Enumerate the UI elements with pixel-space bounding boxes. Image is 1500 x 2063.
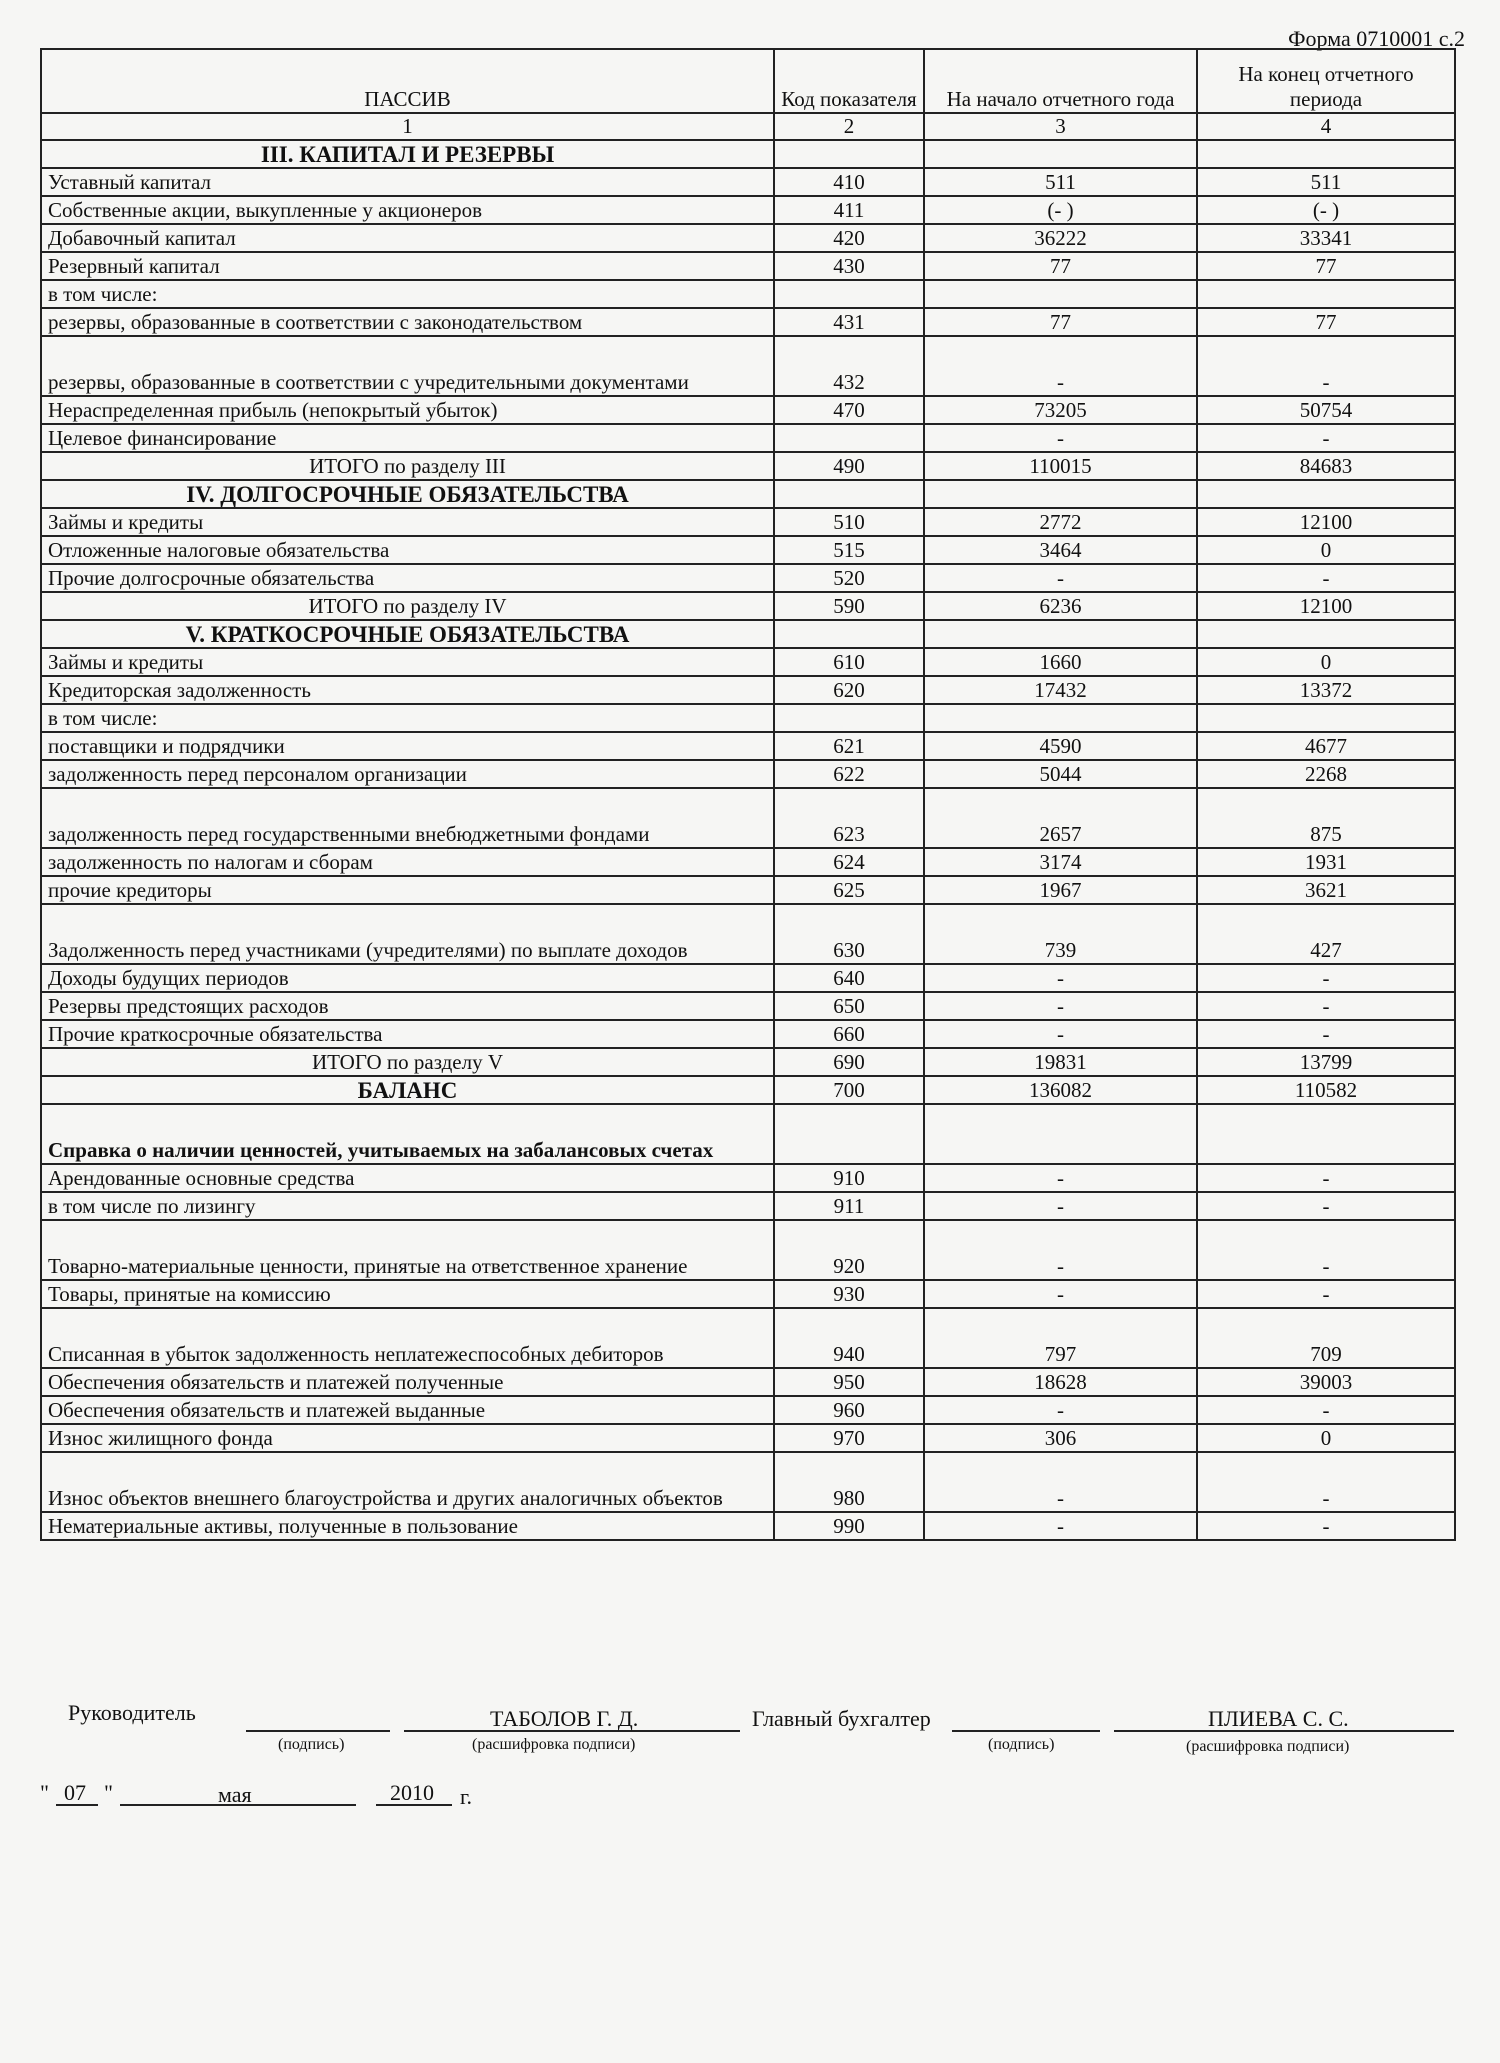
- row-value-start: 73205: [924, 396, 1197, 424]
- table-row: [41, 1452, 1455, 1512]
- row-value-start: 6236: [924, 592, 1197, 620]
- section-row: [41, 480, 1455, 508]
- row-label: в том числе по лизингу: [41, 1192, 774, 1220]
- row-value-end: 12100: [1197, 592, 1455, 620]
- row-value-end: [1197, 140, 1455, 168]
- date-day: 07: [64, 1780, 86, 1805]
- row-value-end: -: [1197, 1280, 1455, 1308]
- row-label: Арендованные основные средства: [41, 1164, 774, 1192]
- table-row: [41, 1368, 1455, 1396]
- row-value-end: -: [1197, 1164, 1455, 1192]
- row-code: 515: [774, 536, 924, 564]
- table-row: [41, 964, 1455, 992]
- row-code: 590: [774, 592, 924, 620]
- row-code: 470: [774, 396, 924, 424]
- row-code: 430: [774, 252, 924, 280]
- table-row: [41, 168, 1455, 196]
- row-code: 431: [774, 308, 924, 336]
- sign-caption: (подпись): [988, 1736, 1055, 1753]
- row-value-start: 3174: [924, 848, 1197, 876]
- row-value-end: [1197, 1104, 1455, 1164]
- row-value-end: -: [1197, 564, 1455, 592]
- table-row: [41, 1164, 1455, 1192]
- table-row: [41, 788, 1455, 848]
- row-value-start: 77: [924, 252, 1197, 280]
- row-value-end: 0: [1197, 1424, 1455, 1452]
- decode-caption: (расшифровка подписи): [472, 1736, 636, 1753]
- row-value-end: 77: [1197, 252, 1455, 280]
- row-code: 930: [774, 1280, 924, 1308]
- row-code: [774, 140, 924, 168]
- row-value-start: 1660: [924, 648, 1197, 676]
- row-value-start: -: [924, 1512, 1197, 1540]
- row-label: Займы и кредиты: [41, 648, 774, 676]
- row-label: Нераспределенная прибыль (непокрытый убыток): [41, 396, 774, 424]
- row-code: [774, 1104, 924, 1164]
- row-label: V. КРАТКОСРОЧНЫЕ ОБЯЗАТЕЛЬСТВА: [41, 620, 774, 648]
- row-value-start: 19831: [924, 1048, 1197, 1076]
- header-end-of-period: На конец отчетного периода: [1197, 49, 1455, 113]
- row-value-end: 511: [1197, 168, 1455, 196]
- signature-block: [0, 1700, 1500, 1830]
- row-value-start: -: [924, 1452, 1197, 1512]
- table-row: [41, 1220, 1455, 1280]
- row-label: в том числе:: [41, 704, 774, 732]
- table-row: [41, 992, 1455, 1020]
- table-row: [41, 280, 1455, 308]
- row-code: [774, 480, 924, 508]
- row-value-start: -: [924, 964, 1197, 992]
- row-code: 520: [774, 564, 924, 592]
- table-row: [41, 1308, 1455, 1368]
- table-row: [41, 732, 1455, 760]
- date-year: 2010: [390, 1780, 434, 1805]
- row-label: ИТОГО по разделу IV: [41, 592, 774, 620]
- row-value-end: -: [1197, 424, 1455, 452]
- table-row: [41, 308, 1455, 336]
- header-code: Код показателя: [774, 49, 924, 113]
- row-label: задолженность перед персоналом организации: [41, 760, 774, 788]
- row-code: 625: [774, 876, 924, 904]
- row-value-end: 0: [1197, 648, 1455, 676]
- row-code: 620: [774, 676, 924, 704]
- table-row: [41, 904, 1455, 964]
- row-code: [774, 620, 924, 648]
- row-label: Резервный капитал: [41, 252, 774, 280]
- row-value-start: 36222: [924, 224, 1197, 252]
- row-value-start: [924, 1104, 1197, 1164]
- row-label: Кредиторская задолженность: [41, 676, 774, 704]
- row-code: [774, 280, 924, 308]
- row-value-end: 50754: [1197, 396, 1455, 424]
- table-row: [41, 876, 1455, 904]
- row-code: 640: [774, 964, 924, 992]
- row-value-end: -: [1197, 964, 1455, 992]
- row-label: Уставный капитал: [41, 168, 774, 196]
- date-quote-close: ": [104, 1780, 113, 1805]
- row-value-start: 2657: [924, 788, 1197, 848]
- row-value-start: -: [924, 336, 1197, 396]
- row-code: 970: [774, 1424, 924, 1452]
- row-value-end: -: [1197, 1512, 1455, 1540]
- row-value-start: 110015: [924, 452, 1197, 480]
- balance-liabilities-table: [40, 48, 1456, 1541]
- row-value-end: 3621: [1197, 876, 1455, 904]
- row-code: [774, 424, 924, 452]
- row-value-start: -: [924, 1396, 1197, 1424]
- row-value-start: -: [924, 424, 1197, 452]
- row-value-end: 77: [1197, 308, 1455, 336]
- row-value-start: 511: [924, 168, 1197, 196]
- row-value-start: 739: [924, 904, 1197, 964]
- row-code: 610: [774, 648, 924, 676]
- row-value-start: -: [924, 1220, 1197, 1280]
- date-year-suffix: г.: [460, 1784, 473, 1809]
- table-row: [41, 648, 1455, 676]
- row-label: в том числе:: [41, 280, 774, 308]
- row-label: Списанная в убыток задолженность неплатежеспособных дебиторов: [41, 1308, 774, 1368]
- column-index: 2: [774, 113, 924, 140]
- row-value-end: [1197, 280, 1455, 308]
- row-value-start: 5044: [924, 760, 1197, 788]
- row-code: 990: [774, 1512, 924, 1540]
- table-row: [41, 336, 1455, 396]
- row-label: Прочие краткосрочные обязательства: [41, 1020, 774, 1048]
- row-value-start: -: [924, 992, 1197, 1020]
- row-value-end: 2268: [1197, 760, 1455, 788]
- column-index: 3: [924, 113, 1197, 140]
- row-value-end: 110582: [1197, 1076, 1455, 1104]
- row-value-end: -: [1197, 1220, 1455, 1280]
- column-index: 4: [1197, 113, 1455, 140]
- row-label: резервы, образованные в соответствии с законодательством: [41, 308, 774, 336]
- row-value-end: 84683: [1197, 452, 1455, 480]
- table-row: [41, 1512, 1455, 1540]
- form-number: Форма 0710001 с.2: [1288, 26, 1465, 51]
- table-row: [41, 196, 1455, 224]
- row-code: 700: [774, 1076, 924, 1104]
- row-value-start: 2772: [924, 508, 1197, 536]
- row-value-end: 0: [1197, 536, 1455, 564]
- row-value-end: 709: [1197, 1308, 1455, 1368]
- row-label: Товарно-материальные ценности, принятые на ответственное хранение: [41, 1220, 774, 1280]
- row-code: 660: [774, 1020, 924, 1048]
- row-value-end: 12100: [1197, 508, 1455, 536]
- row-value-start: -: [924, 1020, 1197, 1048]
- table-row: [41, 224, 1455, 252]
- row-value-end: -: [1197, 1452, 1455, 1512]
- row-label: прочие кредиторы: [41, 876, 774, 904]
- row-value-end: 33341: [1197, 224, 1455, 252]
- row-value-start: (- ): [924, 196, 1197, 224]
- header-liabilities: ПАССИВ: [41, 49, 774, 113]
- row-code: 630: [774, 904, 924, 964]
- accountant-name: ПЛИЕВА С. С.: [1208, 1706, 1349, 1731]
- row-value-end: 875: [1197, 788, 1455, 848]
- row-value-start: [924, 280, 1197, 308]
- table-row: [41, 760, 1455, 788]
- head-signature-line: [246, 1730, 390, 1732]
- sign-caption: (подпись): [278, 1736, 345, 1753]
- row-value-start: 1967: [924, 876, 1197, 904]
- row-value-end: -: [1197, 1396, 1455, 1424]
- total-row: [41, 452, 1455, 480]
- row-value-end: 427: [1197, 904, 1455, 964]
- head-label: Руководитель: [68, 1700, 196, 1725]
- column-index: 1: [41, 113, 774, 140]
- table-row: [41, 252, 1455, 280]
- row-code: 950: [774, 1368, 924, 1396]
- row-label: Износ объектов внешнего благоустройства и других аналогичных объектов: [41, 1452, 774, 1512]
- row-label: Собственные акции, выкупленные у акционеров: [41, 196, 774, 224]
- row-value-start: -: [924, 1164, 1197, 1192]
- row-value-end: 4677: [1197, 732, 1455, 760]
- table-row: [41, 1396, 1455, 1424]
- row-value-start: [924, 140, 1197, 168]
- decode-caption: (расшифровка подписи): [1186, 1738, 1350, 1755]
- row-code: 432: [774, 336, 924, 396]
- head-name: ТАБОЛОВ Г. Д.: [490, 1706, 639, 1731]
- row-value-start: 797: [924, 1308, 1197, 1368]
- table-row: [41, 536, 1455, 564]
- column-index-row: [41, 113, 1455, 140]
- section-row: [41, 620, 1455, 648]
- row-label: Доходы будущих периодов: [41, 964, 774, 992]
- row-value-start: [924, 704, 1197, 732]
- row-label: Обеспечения обязательств и платежей выданные: [41, 1396, 774, 1424]
- table-row: [41, 396, 1455, 424]
- row-label: Износ жилищного фонда: [41, 1424, 774, 1452]
- row-code: 650: [774, 992, 924, 1020]
- row-label: резервы, образованные в соответствии с учредительными документами: [41, 336, 774, 396]
- row-value-start: 17432: [924, 676, 1197, 704]
- accountant-signature-line: [952, 1730, 1100, 1732]
- table-header-row: [41, 49, 1455, 113]
- row-value-end: -: [1197, 1020, 1455, 1048]
- row-code: 411: [774, 196, 924, 224]
- row-value-end: -: [1197, 992, 1455, 1020]
- row-value-end: -: [1197, 1192, 1455, 1220]
- section-row: [41, 140, 1455, 168]
- table-row: [41, 1192, 1455, 1220]
- row-label: Целевое финансирование: [41, 424, 774, 452]
- row-code: 940: [774, 1308, 924, 1368]
- row-code: 420: [774, 224, 924, 252]
- row-label: Резервы предстоящих расходов: [41, 992, 774, 1020]
- row-label: Нематериальные активы, полученные в пользование: [41, 1512, 774, 1540]
- row-value-start: [924, 480, 1197, 508]
- accountant-label: Главный бухгалтер: [752, 1706, 931, 1731]
- row-value-start: [924, 620, 1197, 648]
- row-value-end: -: [1197, 336, 1455, 396]
- row-label: БАЛАНС: [41, 1076, 774, 1104]
- row-label: задолженность по налогам и сборам: [41, 848, 774, 876]
- row-value-end: (- ): [1197, 196, 1455, 224]
- row-value-start: 306: [924, 1424, 1197, 1452]
- row-value-start: 3464: [924, 536, 1197, 564]
- total-row: [41, 1048, 1455, 1076]
- row-code: 911: [774, 1192, 924, 1220]
- table-row: [41, 704, 1455, 732]
- row-value-start: 18628: [924, 1368, 1197, 1396]
- row-label: поставщики и подрядчики: [41, 732, 774, 760]
- table-row: [41, 424, 1455, 452]
- section-row: [41, 1076, 1455, 1104]
- row-value-end: 13372: [1197, 676, 1455, 704]
- row-label: Прочие долгосрочные обязательства: [41, 564, 774, 592]
- table-row: [41, 508, 1455, 536]
- row-code: 622: [774, 760, 924, 788]
- row-code: 410: [774, 168, 924, 196]
- row-value-end: [1197, 480, 1455, 508]
- row-value-start: 136082: [924, 1076, 1197, 1104]
- row-label: ИТОГО по разделу III: [41, 452, 774, 480]
- row-code: 621: [774, 732, 924, 760]
- date-month: мая: [218, 1782, 252, 1807]
- header-start-of-year: На начало отчетного года: [924, 49, 1197, 113]
- row-code: 920: [774, 1220, 924, 1280]
- row-label: Займы и кредиты: [41, 508, 774, 536]
- row-code: 490: [774, 452, 924, 480]
- row-value-end: 1931: [1197, 848, 1455, 876]
- row-label: задолженность перед государственными внебюджетными фондами: [41, 788, 774, 848]
- row-label: Задолженность перед участниками (учредителями) по выплате доходов: [41, 904, 774, 964]
- row-value-end: 39003: [1197, 1368, 1455, 1396]
- row-code: 624: [774, 848, 924, 876]
- table-row: [41, 848, 1455, 876]
- row-code: 690: [774, 1048, 924, 1076]
- table-row: [41, 676, 1455, 704]
- row-label: III. КАПИТАЛ И РЕЗЕРВЫ: [41, 140, 774, 168]
- row-value-end: [1197, 704, 1455, 732]
- table-row: [41, 1424, 1455, 1452]
- row-label: Товары, принятые на комиссию: [41, 1280, 774, 1308]
- row-value-start: -: [924, 564, 1197, 592]
- date-quote-open: ": [40, 1780, 49, 1805]
- row-value-end: [1197, 620, 1455, 648]
- row-label: Добавочный капитал: [41, 224, 774, 252]
- row-label: Отложенные налоговые обязательства: [41, 536, 774, 564]
- row-label: Справка о наличии ценностей, учитываемых на забалансовых счетах: [41, 1104, 774, 1164]
- row-value-start: 77: [924, 308, 1197, 336]
- row-code: 960: [774, 1396, 924, 1424]
- row-label: ИТОГО по разделу V: [41, 1048, 774, 1076]
- table-row: [41, 1280, 1455, 1308]
- row-code: 910: [774, 1164, 924, 1192]
- row-code: 980: [774, 1452, 924, 1512]
- row-value-start: -: [924, 1192, 1197, 1220]
- row-value-start: -: [924, 1280, 1197, 1308]
- row-code: 623: [774, 788, 924, 848]
- row-label: Обеспечения обязательств и платежей полученные: [41, 1368, 774, 1396]
- row-code: 510: [774, 508, 924, 536]
- table-row: [41, 564, 1455, 592]
- row-code: [774, 704, 924, 732]
- table-row: [41, 1020, 1455, 1048]
- row-value-start: 4590: [924, 732, 1197, 760]
- total-row: [41, 592, 1455, 620]
- row-value-end: 13799: [1197, 1048, 1455, 1076]
- table-row: [41, 1104, 1455, 1164]
- row-label: IV. ДОЛГОСРОЧНЫЕ ОБЯЗАТЕЛЬСТВА: [41, 480, 774, 508]
